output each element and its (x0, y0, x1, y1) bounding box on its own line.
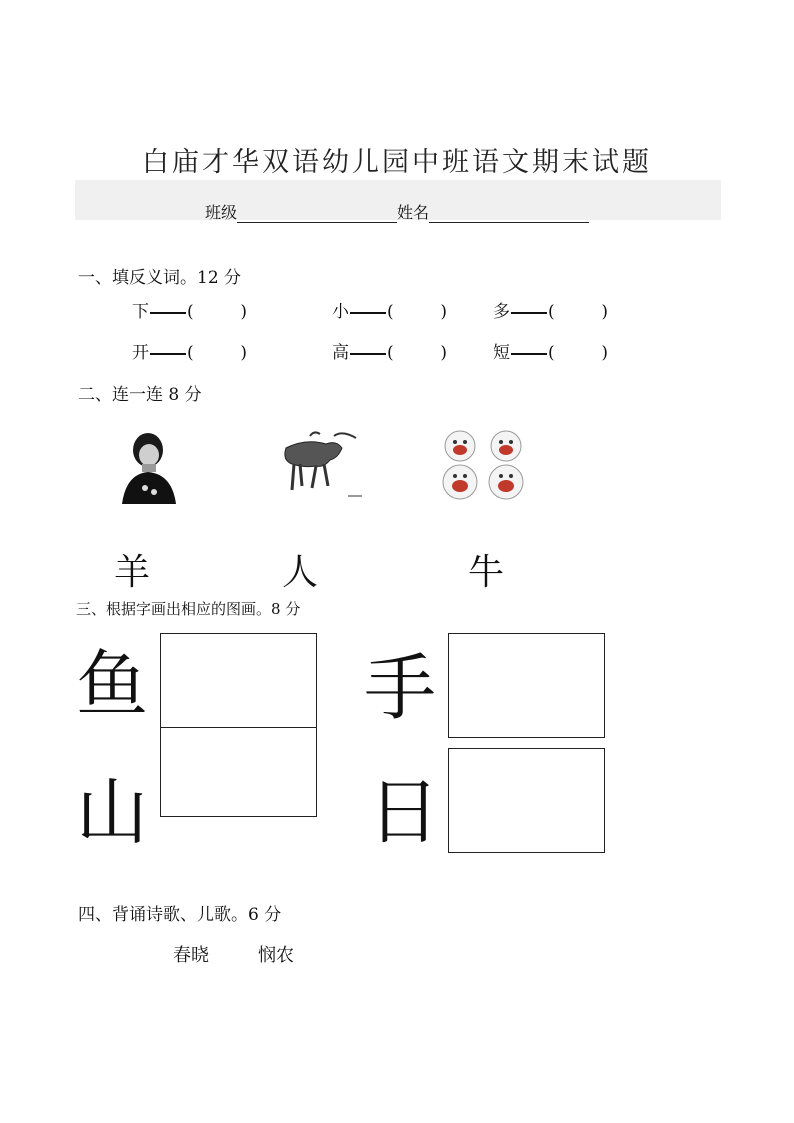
dash-line (511, 353, 547, 355)
antonym-item (493, 297, 608, 322)
drawing-box[interactable] (160, 727, 317, 817)
antonym-item (332, 338, 447, 363)
antonym-word: 开 (132, 343, 149, 363)
dash-line (150, 353, 186, 355)
section1-heading: 一、填反义词。12 分 (78, 268, 242, 288)
antonym-word: 短 (493, 343, 510, 363)
answer-paren[interactable]: ( ) (548, 302, 608, 322)
antonym-word: 下 (132, 302, 149, 322)
match-word[interactable]: 人 (282, 552, 319, 593)
drawing-box[interactable] (448, 748, 605, 853)
antonym-word: 多 (493, 302, 510, 322)
dash-line (350, 353, 386, 355)
dash-line (350, 312, 386, 314)
antonym-word: 高 (332, 343, 349, 363)
section2-heading: 二、连一连 8 分 (78, 385, 202, 405)
antonym-item (132, 297, 247, 322)
student-info-line (205, 200, 589, 223)
draw-char: 山 (76, 770, 149, 854)
drawing-box[interactable] (160, 633, 317, 728)
answer-paren[interactable]: ( ) (387, 302, 447, 322)
poem-title: 悯农 (258, 945, 294, 966)
draw-char: 日 (368, 770, 441, 854)
sheep-image[interactable] (436, 428, 534, 502)
match-word[interactable]: 牛 (468, 552, 505, 593)
match-word[interactable]: 羊 (114, 552, 151, 593)
bull-image[interactable] (276, 428, 366, 500)
draw-char: 鱼 (76, 642, 149, 726)
answer-paren[interactable]: ( ) (387, 343, 447, 363)
poem-title: 春晓 (173, 945, 209, 966)
antonym-item (332, 297, 447, 322)
antonym-word: 小 (332, 302, 349, 322)
drawing-box[interactable] (448, 633, 605, 738)
class-label: 班级 (205, 203, 238, 222)
class-blank[interactable] (237, 206, 397, 223)
answer-paren[interactable]: ( ) (187, 302, 247, 322)
dash-line (150, 312, 186, 314)
section3-heading: 三、根据字画出相应的图画。8 分 (76, 600, 301, 618)
antonym-item (493, 338, 608, 363)
dash-line (511, 312, 547, 314)
answer-paren[interactable]: ( ) (187, 343, 247, 363)
draw-char: 手 (364, 646, 437, 730)
section4-heading: 四、背诵诗歌、儿歌。6 分 (78, 905, 282, 925)
name-blank[interactable] (429, 206, 589, 223)
answer-paren[interactable]: ( ) (548, 343, 608, 363)
person-image[interactable] (118, 428, 180, 504)
name-label: 姓名 (397, 203, 430, 222)
page-title: 白庙才华双语幼儿园中班语文期末试题 (142, 147, 652, 178)
antonym-item (132, 338, 247, 363)
